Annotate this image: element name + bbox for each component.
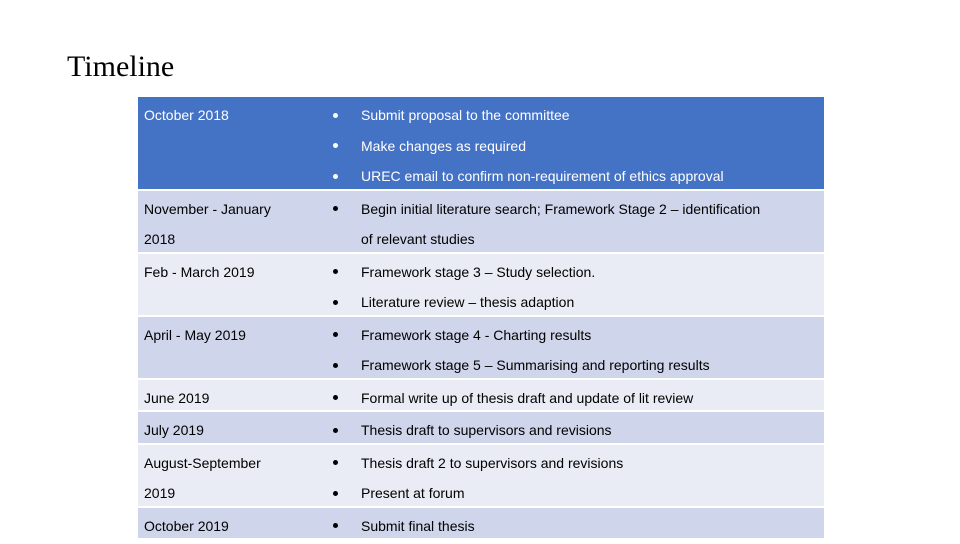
- period-cell: [138, 508, 324, 539]
- period-cell: [138, 445, 324, 506]
- activity-text: Literature review – thesis adaption: [361, 294, 575, 310]
- bullet-icon: [324, 508, 361, 539]
- table-row: [138, 191, 824, 254]
- bullet-icon: [324, 158, 361, 189]
- activity-text: Make changes as required: [361, 137, 526, 154]
- activity-item: [324, 128, 824, 159]
- period-text: Feb - March 2019: [144, 263, 255, 280]
- bullet-dot-icon: [333, 460, 338, 465]
- period-cell: [138, 191, 324, 252]
- bullet-icon: [324, 254, 361, 285]
- activity-text: Framework stage 4 - Charting results: [361, 326, 592, 343]
- table-row: [138, 445, 824, 508]
- bullet-dot-icon: [333, 174, 338, 179]
- activity-text: Submit final thesis: [361, 517, 475, 534]
- bullet-dot-icon: [333, 491, 338, 496]
- bullet-dot-icon: [333, 300, 338, 305]
- page-title: Timeline: [67, 50, 175, 83]
- period-text: October 2019: [144, 517, 229, 534]
- activity-text: Framework stage 3 – Study selection.: [361, 263, 596, 280]
- bullet-icon: [324, 445, 361, 476]
- table-row: [138, 380, 824, 413]
- table-row: [138, 508, 824, 539]
- bullet-dot-icon: [333, 206, 338, 211]
- bullet-dot-icon: [333, 332, 338, 337]
- activity-text: Thesis draft to supervisors and revisions: [361, 422, 612, 438]
- table-row: [138, 317, 824, 380]
- period-cell: [138, 380, 324, 411]
- bullet-icon: [324, 380, 361, 411]
- bullet-dot-icon: [333, 143, 338, 148]
- activities-cell: [324, 317, 824, 378]
- period-text: 2018: [144, 231, 176, 247]
- period-text: 2019: [144, 485, 176, 501]
- activity-item: [324, 445, 824, 476]
- activity-item: [324, 475, 824, 506]
- activity-text: Formal write up of thesis draft and update of lit review: [361, 389, 694, 406]
- bullet-icon: [324, 97, 361, 128]
- bullet-icon: [324, 128, 361, 159]
- activity-item: [324, 158, 824, 189]
- bullet-icon: [324, 347, 361, 378]
- activities-cell: [324, 97, 824, 189]
- timeline-table: [138, 97, 824, 538]
- activity-item: [324, 412, 824, 443]
- table-row: [138, 254, 824, 317]
- activity-item: [324, 508, 824, 539]
- bullet-icon: [324, 412, 361, 443]
- activity-item: [324, 284, 824, 315]
- activities-cell: [324, 380, 824, 411]
- bullet-icon: [324, 317, 361, 348]
- activities-cell: [324, 445, 824, 506]
- bullet-icon: [324, 284, 361, 315]
- bullet-icon: [324, 475, 361, 506]
- table-row: [138, 412, 824, 445]
- period-text: October 2018: [144, 107, 229, 123]
- bullet-icon: [324, 191, 361, 252]
- activity-item: [324, 347, 824, 378]
- bullet-dot-icon: [333, 113, 338, 118]
- period-text: June 2019: [144, 389, 210, 406]
- bullet-dot-icon: [333, 523, 338, 528]
- activities-cell: [324, 191, 824, 252]
- activities-cell: [324, 254, 824, 315]
- bullet-dot-icon: [333, 269, 338, 274]
- activity-text: Submit proposal to the committee: [361, 107, 570, 123]
- period-cell: [138, 254, 324, 315]
- period-text: November - January: [144, 200, 271, 217]
- activity-item: [324, 254, 824, 285]
- activity-item: [324, 317, 824, 348]
- activities-cell: [324, 508, 824, 539]
- period-text: April - May 2019: [144, 326, 246, 343]
- activity-text: Begin initial literature search; Framework Stage 2 – identification: [361, 200, 761, 217]
- activity-item: [324, 97, 824, 128]
- activity-text: of relevant studies: [361, 231, 475, 247]
- period-cell: [138, 412, 324, 443]
- bullet-dot-icon: [333, 428, 338, 433]
- activity-text: Present at forum: [361, 485, 465, 501]
- period-text: July 2019: [144, 422, 204, 438]
- activity-text: Framework stage 5 – Summarising and reporting results: [361, 357, 710, 373]
- activity-text: UREC email to confirm non-requirement of ethics approval: [361, 168, 724, 184]
- activities-cell: [324, 412, 824, 443]
- period-text: August-September: [144, 454, 261, 471]
- period-cell: [138, 97, 324, 189]
- activity-item: [324, 191, 824, 252]
- bullet-dot-icon: [333, 363, 338, 368]
- activity-item: [324, 380, 824, 411]
- bullet-dot-icon: [333, 395, 338, 400]
- period-cell: [138, 317, 324, 378]
- activity-text: Thesis draft 2 to supervisors and revisions: [361, 454, 624, 471]
- table-row: [138, 97, 824, 191]
